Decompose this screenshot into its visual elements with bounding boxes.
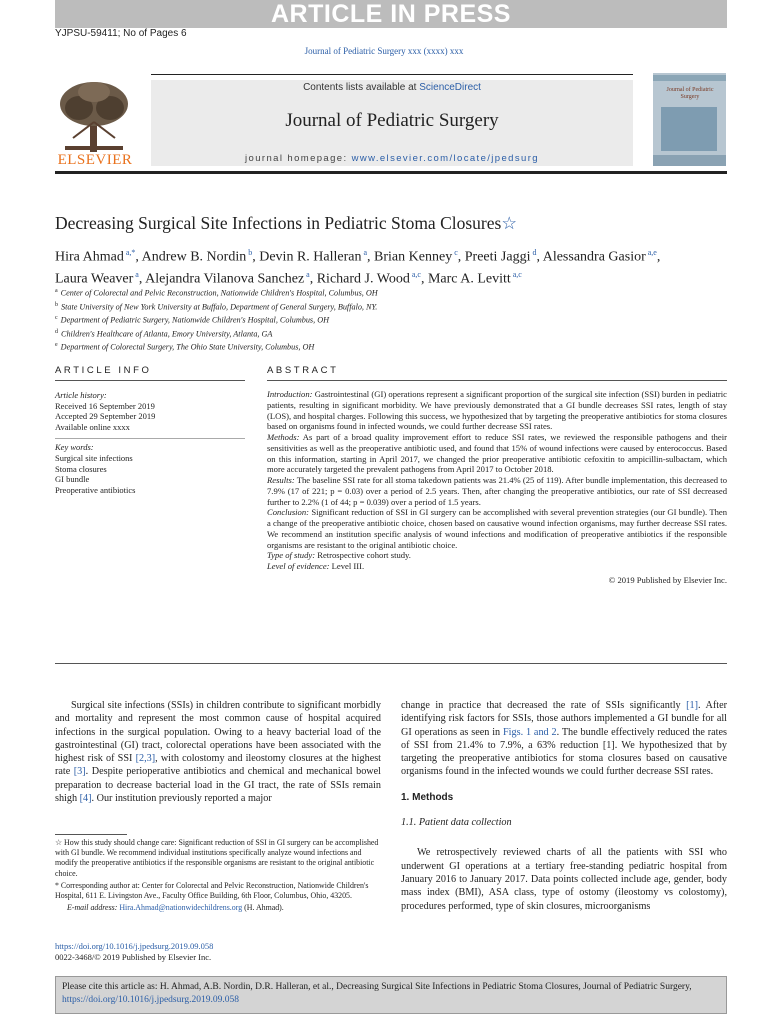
author-affiliation-sup[interactable]: d — [532, 248, 537, 257]
info-rule — [55, 380, 245, 381]
author-name[interactable]: Laura Weaver — [55, 271, 134, 287]
author-name[interactable]: Andrew B. Nordin — [141, 249, 247, 265]
cite-text: Please cite this article as: H. Ahmad, A.B. Nordin, D.R. Halleran, et al., Decreasing Surgical Site Infections in Pediatric Stoma Closures, Journal of Pediatric Surgery, https://doi.org/10.1016/j.jpedsurg.2019.09.058 — [62, 982, 692, 1005]
footnote-rule — [55, 834, 127, 835]
author-affiliation-sup[interactable]: a,c — [512, 269, 522, 279]
author-separator: , — [309, 271, 317, 287]
keyword: Surgical site infections — [55, 452, 133, 463]
body-left-column — [55, 699, 381, 805]
author-affiliation-sup[interactable]: a,c — [411, 269, 421, 279]
journal-homepage: journal homepage: www.elsevier.com/locate/jpedsurg — [245, 153, 539, 164]
email-link[interactable]: Hira.Ahmad@nationwidechildrens.org — [119, 903, 243, 913]
author-name[interactable]: Brian Kenney — [374, 249, 453, 265]
author-affiliation-sup[interactable]: a,* — [125, 248, 136, 257]
article-title: Decreasing Surgical Site Infections in Pediatric Stoma Closures☆ — [55, 213, 518, 233]
cover-title: Journal of Pediatric Surgery — [666, 87, 714, 100]
keywords-label: Key words: — [55, 442, 94, 453]
author-affiliation-sup[interactable]: a — [363, 248, 368, 257]
author-separator: , — [457, 249, 465, 265]
methods-heading: 1. Methods — [401, 791, 454, 803]
citation-link[interactable]: [2,3] — [135, 753, 156, 765]
author-affiliation-sup[interactable]: a — [306, 269, 310, 279]
body-right-column — [401, 699, 727, 913]
abstract-rule — [267, 380, 727, 381]
article-in-press-banner: ARTICLE IN PRESS — [55, 0, 727, 28]
abstract-results: The baseline SSI rate for all stoma takedown patients was 21.4% (25 of 119). After bundle implementation, this decreased to 7.9% (17 of 221; p = 0.03) over a period of 2.5 years. Then, after changing the preoperative antibiotics, our rate of SSI decreased further to 2.2% (1 of 44; p = 0.039) over a period of 1.5 years. — [267, 475, 727, 507]
history-label: Article history: — [55, 390, 107, 400]
abstract-text: Introduction: Gastrointestinal (GI) operations represent a significant proportion of the surgical site infection (SSI) burden in pediatric patients, resulting in significant morbidity. We have previously demonstrated that a GI bundle decreases SSI rates, length of stay (LOS), and hospital charges. Following this success, we hypothesized that by targeting the preoperative antibiotics for stoma closures based on organisms found in infected wounds, we could further decrease SSI rates. Methods: As part of a broad quality improvement effort to reduce SSI rates, we reviewed the responsible pathogens and their sensitivities as well as the preoperative antibiotic used, and found that 15% of wound infections were caused by enterococcus. Based on this information, starting in April 2017, we changed the prior preoperative antibiotic cefoxitin to ampicillin-sulbactam, which more accurately targeted the prevalent pathogens from April 2017 to October 2018. Results: The baseline SSI rate for all stoma takedown patients was 21.4% (25 of 119). After bundle implementation, this decreased to 7.9% (17 of 221; p = 0.03) over a period of 2.5 years. Then, after changing the preoperative antibiotics, our rate of SSI decreased further to 2.2% (1 of 44; p = 0.039) over a period of 1.5 years. Conclusion: Significant reduction of SSI in GI surgery can be accomplished with several prevention strategies (our GI bundle). Then a change of the preoperative antibiotic choice, chosen based on causative wound infection organisms, may further decrease SSI rates. We recommend an institution specific analysis of wound infections and modification of preoperative antibiotics if the responsible organisms are resistant to the original antibiotic choice. Type of study: Retrospective cohort study. Level of evidence: Level III. © 2019 Published by Elsevier Inc. — [267, 389, 727, 585]
affiliation: $^b$ State University of New York University at Buffalo, Department of General Surgery, Buffalo, NY. — [55, 301, 378, 312]
info-divider — [55, 438, 245, 439]
keyword: Preoperative antibiotics — [55, 484, 136, 495]
author-name[interactable]: Hira Ahmad — [55, 249, 124, 265]
article-info-heading: ARTICLE INFO — [55, 365, 152, 376]
contents-line: Contents lists available at ScienceDirect — [303, 82, 481, 93]
author-list — [55, 244, 735, 287]
accepted-date: Accepted 29 September 2019 — [55, 411, 156, 422]
keyword: Stoma closures — [55, 463, 107, 474]
author-affiliation-sup[interactable]: a — [135, 269, 139, 279]
email-footnote: E-mail address: Hira.Ahmad@nationwidechildrens.org (H. Ahmad). — [67, 903, 284, 913]
author-affiliation-sup[interactable]: a,e — [647, 248, 657, 257]
available-date: Available online xxxx — [55, 421, 130, 432]
article-code: YJPSU-59411; No of Pages 6 — [55, 28, 187, 39]
abstract-copyright: © 2019 Published by Elsevier Inc. — [608, 574, 727, 585]
author-name[interactable]: Richard J. Wood — [316, 271, 410, 287]
journal-title: Journal of Pediatric Surgery — [285, 110, 499, 131]
author-separator: , — [656, 249, 661, 265]
author-affiliation-sup[interactable]: b — [248, 248, 253, 257]
corresponding-author-footnote: * Corresponding author at: Center for Colorectal and Pelvic Reconstruction, Nationwide Children's Hospital, 611 E. Livingston Ave., Faculty Office Building, 6th Floor, Columbus, Ohio, 43205. — [55, 880, 369, 901]
author-separator: , — [252, 249, 260, 265]
author-name[interactable]: Devin R. Halleran — [259, 249, 362, 265]
journal-reference[interactable]: Journal of Pediatric Surgery xxx (xxxx) xxx — [304, 46, 464, 56]
author-name[interactable]: Alejandra Vilanova Sanchez — [145, 271, 305, 287]
abstract-bottom-rule — [55, 663, 727, 664]
figure-link[interactable]: Figs. 1 and 2 — [503, 726, 557, 738]
abstract-heading: ABSTRACT — [267, 365, 339, 376]
cover-band — [653, 75, 726, 81]
author-name[interactable]: Marc A. Levitt — [427, 271, 511, 287]
intro-paragraph: Surgical site infections (SSIs) in children contribute to significant morbidly and mortality and represent the most common cause of hospital acquired infections in the surgical population. Owing to a heavy bacterial load of the gastrointestinal (GI) tract, colorectal operations have been associated with the highest risk of SSI [2,3], with colostomy and ileostomy closures at the highest rate [3]. Despite perioperative antibiotics and chemical and mechanical bowel preparation to decrease bacterial load in the GI tract, the rate of SSIs remain shigh [4]. Our institution previously reported a major — [55, 700, 382, 805]
abstract-introduction: Gastrointestinal (GI) operations represent a significant proportion of the surgical site infection (SSI) burden in pediatric patients, resulting in significant morbidity. We have previously demonstrated that a GI bundle decreases SSI rates, length of stay (LOS), and hospital charges. Following this success, we hypothesized that by targeting the preoperative antibiotics for stoma closures based on organisms found in infected wounds, we could further decrease SSI rates. — [267, 389, 727, 432]
cover-footer — [653, 155, 726, 166]
intro-paragraph-cont: change in practice that decreased the rate of SSIs significantly [1]. After identifying risk factors for SSIs, those authors implemented a GI bundle for all GI operations as seen in Figs. 1 and 2. The bundle effectively reduced the rates of SSI from 21.4% to 7.9%, a 63% reduction [1]. We hypothesized that by targeting the preoperative antibiotics for stoma closures based on causative organisms found in the infected wounds we could further decrease SSI rates. — [401, 700, 727, 778]
cite-doi-link[interactable]: https://doi.org/10.1016/j.jpedsurg.2019.09.058 — [62, 995, 239, 1005]
cover-illustration — [661, 107, 717, 151]
author-separator: , — [135, 249, 142, 265]
type-of-study: Retrospective cohort study. — [317, 550, 411, 561]
author-affiliation-sup[interactable]: c — [454, 248, 458, 257]
issn-line: 0022-3468/© 2019 Published by Elsevier Inc. — [55, 952, 212, 962]
header-thick-rule — [55, 171, 727, 174]
abstract-methods: As part of a broad quality improvement effort to reduce SSI rates, we reviewed the responsible pathogens and their sensitivities as well as the preoperative antibiotic used, and found that 15% of wound infections were caused by enterococcus. Based on this information, starting in April 2017, we changed the prior preoperative antibiotic cefoxitin to ampicillin-sulbactam, which more accurately targeted the prevalent pathogens from April 2017 to October 2018. — [267, 432, 727, 475]
author-name[interactable]: Preeti Jaggi — [464, 249, 531, 265]
author-separator: , — [367, 249, 375, 265]
doi-link[interactable]: https://doi.org/10.1016/j.jpedsurg.2019.09.058 — [55, 941, 214, 951]
article-info — [55, 390, 245, 495]
affiliation: $^e$ Department of Colorectal Surgery, The Ohio State University, Columbus, OH — [55, 342, 315, 352]
level-of-evidence: Level III. — [331, 561, 365, 571]
title-footnote-star[interactable]: ☆ — [501, 213, 518, 233]
author-name[interactable]: Alessandra Gasior — [542, 249, 646, 265]
elsevier-wordmark[interactable]: ELSEVIER — [57, 152, 133, 168]
citation-link[interactable]: [3] — [73, 766, 86, 778]
journal-cover-image[interactable] — [653, 73, 726, 166]
keyword: GI bundle — [55, 474, 90, 485]
header-rule — [151, 74, 633, 75]
footnotes — [55, 838, 381, 915]
patient-data-subheading: 1.1. Patient data collection — [401, 817, 512, 829]
author-separator: , — [138, 271, 146, 287]
journal-header — [151, 80, 633, 166]
affiliations — [55, 286, 555, 354]
sciencedirect-link[interactable]: ScienceDirect — [419, 82, 481, 93]
author-separator: , — [420, 271, 428, 287]
doi-block — [55, 941, 213, 963]
abstract-conclusion: Significant reduction of SSI in GI surgery can be accomplished with several prevention strategies (our GI bundle). Then a change of the preoperative antibiotic choice, chosen based on causative wound infection organisms, may further decrease SSI rates. We recommend an institution specific analysis of wound infections and modification of preoperative antibiotics if the responsible organisms are resistant to the original antibiotic choice. — [267, 507, 727, 550]
affiliation: $^a$ Center of Colorectal and Pelvic Reconstruction, Nationwide Children's Hospital, Columbus, OH — [55, 288, 378, 298]
citation-link[interactable]: [1] — [686, 700, 699, 711]
study-footnote: ☆ How this study should change care: Significant reduction of SSI in GI surgery can be accomplished with GI bundle. We recommend individual institutions specifically analyze wound infections and modify the preoperative antibiotics if the responsible organisms are resistant to the original antibiotic choice. — [55, 838, 379, 878]
cite-this-article-box — [55, 976, 727, 1014]
received-date: Received 16 September 2019 — [55, 400, 155, 411]
affiliation: $^c$ Department of Pediatric Surgery, Nationwide Children's Hospital, Columbus, OH — [55, 315, 330, 325]
author-separator: , — [536, 249, 543, 265]
affiliation: $^d$ Children's Healthcare of Atlanta, Emory University, Atlanta, GA — [55, 328, 273, 339]
homepage-link[interactable]: www.elsevier.com/locate/jpedsurg — [351, 153, 539, 164]
citation-link[interactable]: [4] — [79, 793, 92, 805]
methods-paragraph: We retrospectively reviewed charts of all the patients with SSI who underwent GI operations at a tertiary free-standing pediatric hospital from January 2016 to January 2017. Data points collected include age, gender, body mass index (BMI), ASA class, type of ostomy (ileostomy vs colostomy), procedures performed, type of skin closures, microorganisms — [401, 847, 727, 912]
